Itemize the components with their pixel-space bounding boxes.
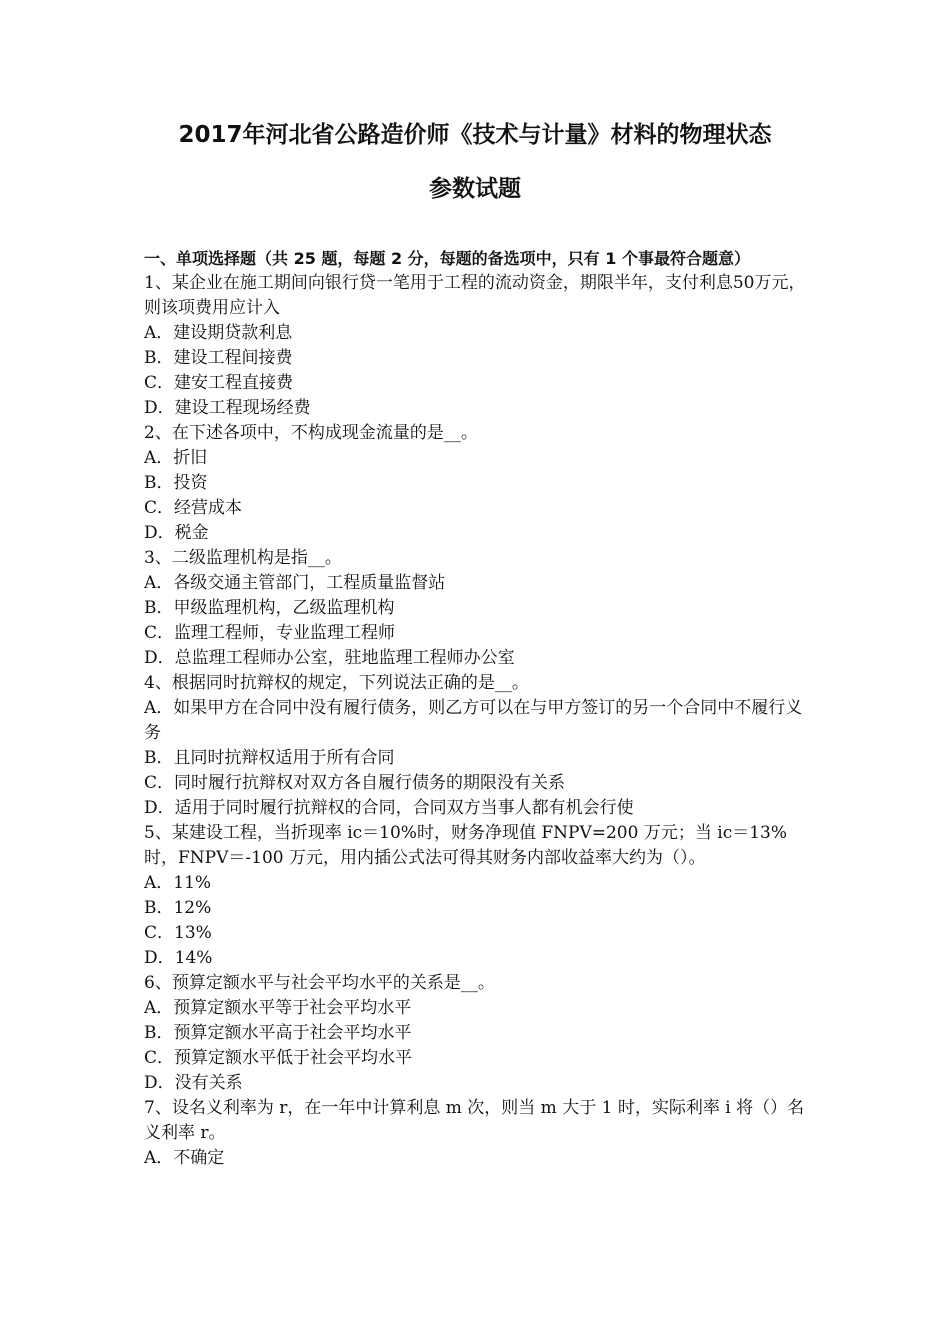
- question-1-option-c: C．建安工程直接费: [144, 373, 294, 393]
- question-5-option-a: A．11%: [144, 873, 212, 893]
- question-3-text: 3、二级监理机构是指__。: [144, 548, 342, 568]
- question-3-option-c: C．监理工程师，专业监理工程师: [144, 623, 396, 643]
- question-4-option-a: A．如果甲方在合同中没有履行债务，则乙方可以在与甲方签订的另一个合同中不履行义务: [144, 698, 803, 743]
- question-1-option-d: D．建设工程现场经费: [144, 398, 311, 418]
- question-list: [144, 246, 812, 1171]
- section-heading: 一、单项选择题（共 25 题，每题 2 分，每题的备选项中，只有 1 个事最符合题意）: [144, 249, 750, 268]
- question-2-text: 2、在下述各项中，不构成现金流量的是__。: [144, 423, 478, 443]
- question-2-option-c: C．经营成本: [144, 498, 243, 518]
- question-2-option-a: A．折旧: [144, 448, 208, 468]
- question-6-option-c: C．预算定额水平低于社会平均水平: [144, 1048, 413, 1068]
- question-1-text: 1、某企业在施工期间向银行贷一笔用于工程的流动资金，期限半年，支付利息50万元，则该项费用应计入: [144, 273, 806, 318]
- question-5-option-d: D．14%: [144, 948, 213, 968]
- question-4-option-c: C．同时履行抗辩权对双方各自履行债务的期限没有关系: [144, 773, 566, 793]
- question-5-text: 5、某建设工程，当折现率 ic＝10%时，财务净现值 FNPV=200 万元；当 ic＝13%时，FNPV＝-100 万元，用内插公式法可得其财务内部收益率大约为（）。: [144, 823, 787, 868]
- question-3-option-a: A．各级交通主管部门，工程质量监督站: [144, 573, 446, 593]
- question-7-text: 7、设名义利率为 r，在一年中计算利息 m 次，则当 m 大于 1 时，实际利率 i 将（）名义利率 r。: [144, 1098, 805, 1143]
- question-2-option-d: D．税金: [144, 523, 209, 543]
- question-6-option-d: D．没有关系: [144, 1073, 243, 1093]
- question-3-option-d: D．总监理工程师办公室，驻地监理工程师办公室: [144, 648, 515, 668]
- question-5-option-c: C．13%: [144, 923, 212, 943]
- question-2-option-b: B．投资: [144, 473, 208, 493]
- question-4-option-b: B．且同时抗辩权适用于所有合同: [144, 748, 395, 768]
- question-4-text: 4、根据同时抗辩权的规定，下列说法正确的是__。: [144, 673, 529, 693]
- question-5-option-b: B．12%: [144, 898, 212, 918]
- document-title-line-1: 2017年河北省公路造价师《技术与计量》材料的物理状态: [178, 122, 772, 148]
- question-3-option-b: B．甲级监理机构，乙级监理机构: [144, 598, 395, 618]
- question-4-option-d: D．适用于同时履行抗辩权的合同，合同双方当事人都有机会行使: [144, 798, 634, 818]
- document-title-line-2: 参数试题: [429, 176, 521, 202]
- question-6-text: 6、预算定额水平与社会平均水平的关系是__。: [144, 973, 495, 993]
- question-6-option-a: A．预算定额水平等于社会平均水平: [144, 998, 412, 1018]
- question-6-option-b: B．预算定额水平高于社会平均水平: [144, 1023, 412, 1043]
- question-1-option-b: B．建设工程间接费: [144, 348, 293, 368]
- question-7-option-a: A．不确定: [144, 1148, 225, 1168]
- question-1-option-a: A．建设期贷款利息: [144, 323, 293, 343]
